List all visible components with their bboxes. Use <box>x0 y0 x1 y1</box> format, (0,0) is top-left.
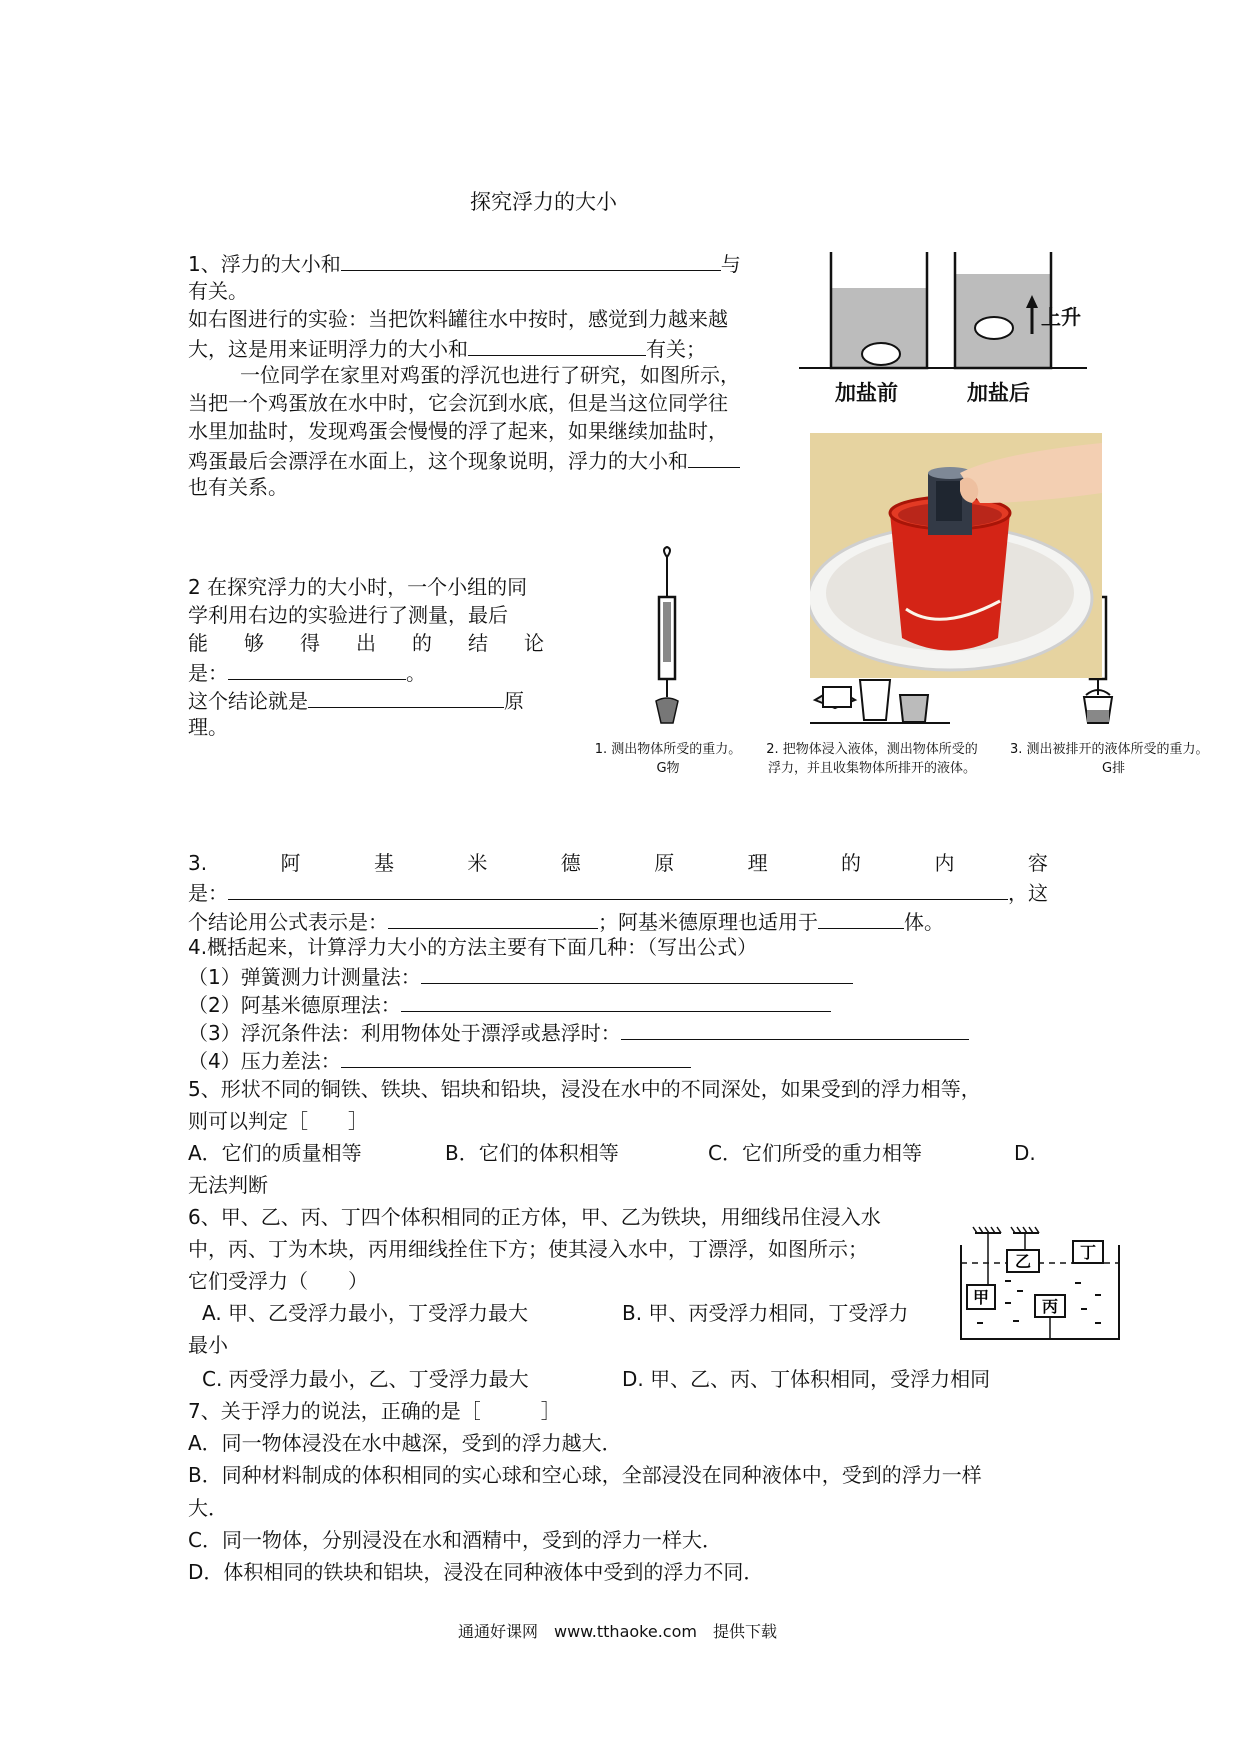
q4-blank4[interactable] <box>341 1045 691 1068</box>
q1-line7: 水里加盐时，发现鸡蛋会慢慢的浮了起来，如果继续加盐时， <box>188 419 728 443</box>
egg-salt-figure <box>795 250 1095 410</box>
caption-step2: 2. 把物体浸入液体，测出物体所受的 浮力，并且收集物体所排开的液体。 <box>766 742 978 776</box>
after-salt-label: 加盐后 <box>967 381 1030 405</box>
q3-line1 <box>188 849 1048 878</box>
rise-label: 上升 <box>1041 305 1081 329</box>
q1-line4: 大，这是用来证明浮力的大小和 有关； <box>188 333 1048 362</box>
q4-blank2[interactable] <box>401 989 831 1012</box>
q6-line2: 中，丙、丁为木块，丙用细线拴住下方；使其浸入水中，丁漂浮，如图所示； <box>188 1237 868 1261</box>
q3-blank1[interactable] <box>228 877 1008 900</box>
q3-formula-blank[interactable] <box>388 906 598 929</box>
q3-char: 原 <box>654 851 675 875</box>
egg-sunk <box>862 343 900 365</box>
q3-char: 容 <box>1027 851 1048 875</box>
overflow-cup-setup <box>810 680 950 723</box>
q5-option-b[interactable]: B．它们的体积相等 <box>445 1141 619 1165</box>
q3-blank3[interactable] <box>818 906 904 929</box>
q5-option-d-cont: 无法判断 <box>188 1173 268 1197</box>
q5-option-a[interactable]: A．它们的质量相等 <box>188 1141 362 1165</box>
q1-blank1[interactable] <box>341 248 721 271</box>
q4-method2: （2）阿基米德原理法： <box>188 989 1048 1018</box>
q6-option-b[interactable]: B. 甲、丙受浮力相同，丁受浮力 <box>622 1301 909 1325</box>
egg-rising <box>975 317 1013 339</box>
q3-char: 米 <box>467 851 488 875</box>
q7-option-c[interactable]: C．同一物体，分别浸没在水和酒精中，受到的浮力一样大． <box>188 1528 722 1552</box>
q7-option-a[interactable]: A．同一物体浸没在水中越深，受到的浮力越大． <box>188 1431 622 1455</box>
svg-text:丁: 丁 <box>1079 1243 1097 1262</box>
q3-char: 德 <box>560 851 581 875</box>
object-block <box>656 698 678 723</box>
spring-scale-1 <box>656 547 678 723</box>
q2-char: 能 <box>188 631 208 655</box>
q1-line9: 也有关系。 <box>188 475 288 499</box>
q4-method4: （4）压力差法： <box>188 1045 1048 1074</box>
q3-char: 的 <box>841 851 862 875</box>
q2-line3 <box>188 629 544 658</box>
q6-option-d[interactable]: D. 甲、乙、丙、丁体积相同，受浮力相同 <box>622 1367 991 1391</box>
q3-line3: 个结论用公式表示是： ；阿基米德原理也适用于 体。 <box>188 906 1048 935</box>
q5-option-c[interactable]: C．它们所受的重力相等 <box>708 1141 922 1165</box>
page-title: 探究浮力的大小 <box>470 190 617 214</box>
svg-text:乙: 乙 <box>1014 1252 1032 1271</box>
q2-line1: 2 在探究浮力的大小时，一个小组的同 <box>188 575 528 599</box>
q1-line2: 有关。 <box>188 279 248 303</box>
q4-method1: （1）弹簧测力计测量法： <box>188 961 1048 990</box>
q6-line3: 它们受浮力（ ） <box>188 1269 368 1293</box>
before-salt-label: 加盐前 <box>835 381 898 405</box>
q2-char: 出 <box>356 631 376 655</box>
q2-blank1[interactable] <box>228 657 406 680</box>
q2-char: 的 <box>412 631 432 655</box>
q4-blank1[interactable] <box>421 961 853 984</box>
q4-intro: 4.概括起来，计算浮力大小的方法主要有下面几种：（写出公式） <box>188 935 758 959</box>
q2-char: 得 <box>300 631 320 655</box>
q7-option-b[interactable]: B．同种材料制成的体积相同的实心球和空心球，全部浸没在同种液体中，受到的浮力一样 <box>188 1463 982 1487</box>
can-in-water-photo <box>810 433 1102 678</box>
footer-text: 通通好课网 www.tthaoke.com 提供下载 <box>458 1622 777 1641</box>
q6-option-a[interactable]: A. 甲、乙受浮力最小，丁受浮力最大 <box>202 1301 529 1325</box>
q6-option-b-cont: 最小 <box>188 1333 228 1357</box>
q2-blank2[interactable] <box>308 685 504 708</box>
q5-line2: 则可以判定［ ］ <box>188 1109 368 1133</box>
q1-blank3[interactable] <box>688 445 740 468</box>
q1-line1: 1、浮力的大小和 与 <box>188 248 768 277</box>
q1-blank2[interactable] <box>468 333 646 356</box>
q1-line3: 如右图进行的实验：当把饮料罐往水中按时，感觉到力越来越 <box>188 307 728 331</box>
q3-char: 基 <box>373 851 394 875</box>
q2-line4: 是： 。 <box>188 657 548 686</box>
q2-line6: 理。 <box>188 715 228 739</box>
q1-line8: 鸡蛋最后会漂浮在水面上，这个现象说明，浮力的大小和 <box>188 445 1048 474</box>
q7-option-b-cont: 大． <box>188 1496 228 1520</box>
q4-method3: （3）浮沉条件法：利用物体处于漂浮或悬浮时： <box>188 1017 1048 1046</box>
q3-char: 3. <box>188 851 208 875</box>
q5-option-d[interactable]: D. <box>1014 1141 1036 1165</box>
q4-blank3[interactable] <box>621 1017 969 1040</box>
q3-char: 理 <box>747 851 768 875</box>
q2-line5: 这个结论就是 原 <box>188 685 548 714</box>
q1-line6: 当把一个鸡蛋放在水中时，它会沉到水底，但是当这位同学往 <box>188 391 728 415</box>
q2-char: 够 <box>244 631 264 655</box>
q2-line2: 学利用右边的实验进行了测量，最后 <box>188 603 508 627</box>
cubes-in-water-figure <box>955 1225 1125 1341</box>
q7-option-d[interactable]: D．体积相同的铁块和铝块，浸没在同种液体中受到的浮力不同． <box>188 1560 764 1584</box>
q3-line2: 是： ，这 <box>188 877 1048 906</box>
q6-line1: 6、甲、乙、丙、丁四个体积相同的正方体，甲、乙为铁块，用细线吊住浸入水 <box>188 1205 881 1229</box>
q1-line5: 一位同学在家里对鸡蛋的浮沉也进行了研究，如图所示， <box>240 363 740 387</box>
caption-step1: 1. 测出物体所受的重力。 G物 <box>594 742 742 776</box>
q3-char: 阿 <box>280 851 301 875</box>
q2-char: 结 <box>468 631 488 655</box>
q2-char: 论 <box>524 631 544 655</box>
svg-text:甲: 甲 <box>972 1288 990 1307</box>
caption-step3: 3. 测出被排开的液体所受的重力。 G排 <box>1010 742 1209 776</box>
q3-char: 内 <box>934 851 955 875</box>
svg-text:丙: 丙 <box>1041 1297 1059 1316</box>
q7-line1: 7、关于浮力的说法，正确的是［ ］ <box>188 1399 561 1423</box>
q6-option-c[interactable]: C. 丙受浮力最小，乙、丁受浮力最大 <box>202 1367 529 1391</box>
q5-line1: 5、形状不同的铜铁、铁块、铝块和铅块，浸没在水中的不同深处，如果受到的浮力相等， <box>188 1077 981 1101</box>
